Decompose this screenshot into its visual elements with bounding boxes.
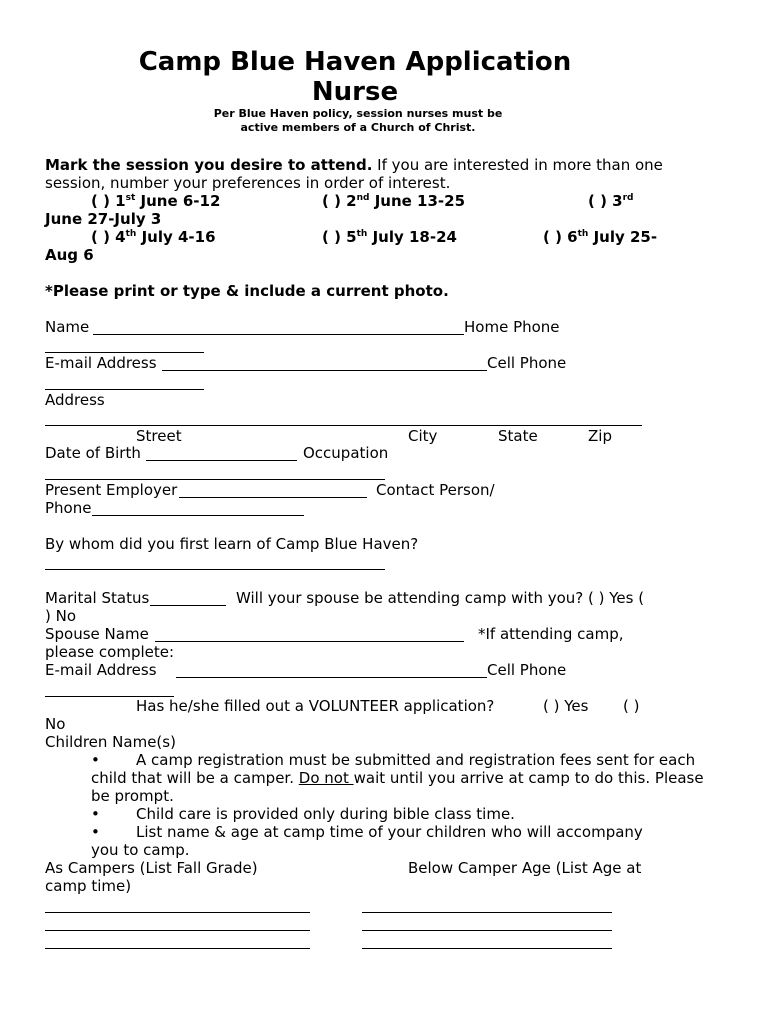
home-phone-field[interactable]	[45, 352, 204, 353]
session-5[interactable]: ( ) 5th July 18-24	[322, 228, 457, 246]
marital-field[interactable]	[150, 605, 226, 606]
dob-field[interactable]	[146, 460, 297, 461]
camper-field[interactable]	[45, 912, 310, 913]
spouse-name-label: Spouse Name	[45, 625, 149, 643]
policy-line1: Per Blue Haven policy, session nurses must be	[213, 107, 503, 120]
policy-line2: active members of a Church of Christ.	[240, 121, 476, 134]
volunteer-question: Has he/she filled out a VOLUNTEER application?	[136, 697, 495, 715]
learn-field[interactable]	[45, 569, 385, 570]
bullet-3-line2: you to camp.	[91, 841, 190, 859]
zip-label: Zip	[588, 427, 612, 445]
session-instruction-line2: session, number your preferences in order of interest.	[45, 174, 451, 192]
bullet-icon: •	[91, 823, 100, 841]
please-complete-note: please complete:	[45, 643, 175, 661]
bullet-3-line1: List name & age at camp time of your children who will accompany	[136, 823, 643, 841]
spouse-name-field[interactable]	[155, 641, 464, 642]
cell-phone-field[interactable]	[45, 389, 204, 390]
camper-field[interactable]	[45, 948, 310, 949]
session-1[interactable]: ( ) 1st June 6-12	[91, 192, 221, 210]
cell2-label: Cell Phone	[487, 661, 567, 679]
name-label: Name	[45, 318, 90, 336]
address-label: Address	[45, 391, 105, 409]
session-2[interactable]: ( ) 2nd June 13-25	[322, 192, 466, 210]
session-4[interactable]: ( ) 4th July 4-16	[91, 228, 216, 246]
spouse-attend-no[interactable]: ) No	[45, 607, 77, 625]
camper-field[interactable]	[45, 930, 310, 931]
volunteer-no-paren[interactable]: ( )	[623, 697, 640, 715]
city-label: City	[408, 427, 438, 445]
below-age-field[interactable]	[362, 912, 612, 913]
campers-label: As Campers (List Fall Grade)	[45, 859, 258, 877]
bullet-1-line1: A camp registration must be submitted and registration fees sent for each	[136, 751, 696, 769]
title-line1: Camp Blue Haven Application	[138, 47, 572, 77]
state-label: State	[498, 427, 538, 445]
children-label: Children Name(s)	[45, 733, 176, 751]
photo-note: *Please print or type & include a current photo.	[45, 282, 449, 300]
learn-label: By whom did you first learn of Camp Blue Haven?	[45, 535, 419, 553]
volunteer-no: No	[45, 715, 66, 733]
name-field[interactable]	[93, 334, 464, 335]
phone-field[interactable]	[92, 515, 304, 516]
if-attending-note: *If attending camp,	[478, 625, 624, 643]
address-field[interactable]	[45, 425, 642, 426]
email2-label: E-mail Address	[45, 661, 157, 679]
email-field[interactable]	[162, 370, 487, 371]
bullet-icon: •	[91, 751, 100, 769]
session-3[interactable]: ( ) 3rd	[588, 192, 634, 210]
occupation-label: Occupation	[303, 444, 389, 462]
title-line2: Nurse	[311, 77, 399, 107]
phone-label: Phone	[45, 499, 92, 517]
bullet-1-line2: child that will be a camper. Do not wait until you arrive at camp to do this. Please	[91, 769, 704, 787]
session-instruction: Mark the session you desire to attend. If you are interested in more than one	[45, 156, 663, 174]
below-age-field[interactable]	[362, 948, 612, 949]
session-6-dates: Aug 6	[45, 246, 94, 264]
email-label: E-mail Address	[45, 354, 157, 372]
below-age-label-cont: camp time)	[45, 877, 132, 895]
below-age-field[interactable]	[362, 930, 612, 931]
bullet-1-line3: be prompt.	[91, 787, 174, 805]
volunteer-yes[interactable]: ( ) Yes	[543, 697, 589, 715]
bullet-icon: •	[91, 805, 100, 823]
below-age-label: Below Camper Age (List Age at	[408, 859, 642, 877]
session-3-dates: June 27-July 3	[45, 210, 162, 228]
email2-field[interactable]	[176, 677, 487, 678]
employer-field[interactable]	[179, 497, 367, 498]
home-phone-label: Home Phone	[464, 318, 560, 336]
session-6[interactable]: ( ) 6th July 25-	[543, 228, 658, 246]
bullet-2: Child care is provided only during bible class time.	[136, 805, 515, 823]
street-label: Street	[136, 427, 182, 445]
dob-label: Date of Birth	[45, 444, 141, 462]
marital-label: Marital Status	[45, 589, 150, 607]
contact-label: Contact Person/	[376, 481, 495, 499]
cell-phone-label: Cell Phone	[487, 354, 567, 372]
occupation-field[interactable]	[45, 479, 385, 480]
spouse-attend-question[interactable]: Will your spouse be attending camp with you? ( ) Yes (	[236, 589, 645, 607]
employer-label: Present Employer	[45, 481, 178, 499]
